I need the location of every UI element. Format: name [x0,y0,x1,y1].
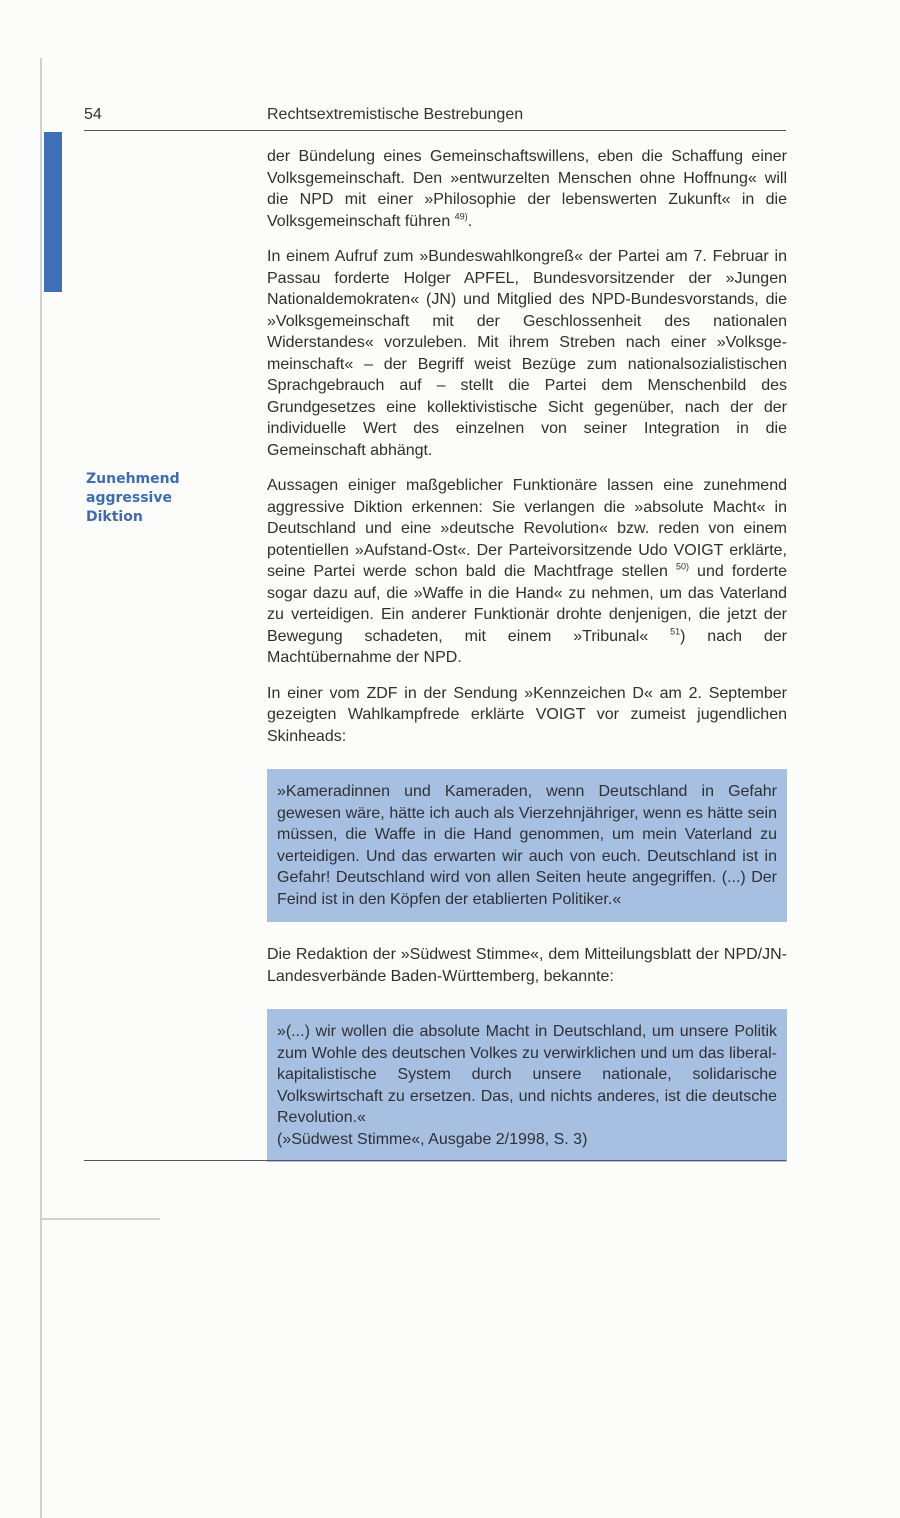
quote-box-2 [267,1009,787,1162]
footnote-ref: 51 [670,626,681,637]
quote-source: (»Südwest Stimme«, Ausgabe 2/1998, S. 3) [277,1130,588,1148]
paragraph-4: In einer vom ZDF in der Sendung »Kennzeichen D« am 2. September gezeigten Wahlkampfrede erklärte VOIGT vor zumeist jugendlichen Skinheads: [267,684,787,745]
paragraph-text: ) nach der Machtübernahme der NPD. [267,627,787,666]
paragraph-1 [267,146,787,232]
quote-box-1 [267,769,787,922]
page-number: 54 [84,106,102,123]
margin-note-line: aggressive [86,490,172,506]
paragraph-5: Die Redaktion der »Südwest Stimme«, dem Mitteilungsblatt der NPD/JN-Landesverbände Baden-Württemberg, bekannte: [267,946,787,985]
margin-note-line: Zunehmend [86,471,180,487]
footer-rule [84,1160,786,1161]
footnote-ref: 49) [454,211,468,222]
paragraph-end: . [467,212,473,230]
paragraph-3 [267,475,787,669]
footnote-ref: 50) [675,561,689,572]
chapter-marker-bar [44,132,62,292]
page-corner-line [40,1218,160,1220]
paragraph-text: und forderte sogar dazu auf, die »Waffe in die Hand« zu nehmen, um das Vaterland zu verteidigen. Ein anderer Funktionär drohte denjenigen, die jetzt der Bewegung schadeten, mit einem »Tribunal« [267,563,787,645]
main-text [267,146,787,1184]
page-edge-line [40,58,42,1518]
paragraph-2: In einem Aufruf zum »Bundeswahlkongreß« der Partei am 7. Februar in Passau forderte Holger APFEL, Bundesvorsitzender der »Jungen Nationaldemokraten« (JN) und Mitglied des NPD-Bundesvorstands, die »Volksgemeinschaft mit der Geschlossenheit des nationalen Widerstandes« vorzuleben. Mit ihrem Streben nach einer »Volksgemeinschaft« – der Begriff weist Bezüge zum nationalsozialistischen Sprachgebrauch auf – stellt die Partei dem Menschenbild des Grundgesetzes eine kollektivistische Sicht gegenüber, nach der der individuelle Wert des einzelnen von seiner Integration in die Gemeinschaft abhängt. [267,248,787,459]
running-title: Rechtsextremistische Bestrebungen [267,106,524,123]
margin-note-line: Diktion [86,509,143,525]
quote-text: »Kameradinnen und Kameraden, wenn Deutschland in Gefahr gewesen wäre, hätte ich auch als Vierzehnjähriger, wenn es hätte sein müssen, die Waffe in die Hand genommen, um mein Vaterland zu verteidigen. Und das erwarten wir auch von euch. Deutschland ist in Gefahr! Deutschland wird von allen Seiten heute angegriffen. (...) Der Feind ist in den Köpfen der etablierten Politiker.« [277,783,777,908]
paragraph-text: der Bündelung eines Gemeinschaftswillens, eben die Schaffung einer Volksgemeinschaft. Den »entwurzelten Menschen ohne Hoffnung« will die NPD mit einer »Philosophie der lebenswerten Zukunft« in die Volksgemeinschaft führen [267,148,787,230]
paragraph-text: Aussagen einiger maßgeblicher Funktionäre lassen eine zunehmend aggressive Diktion erkennen: Sie verlangen die »absolute Macht« in Deutschland und eine »deutsche Revolution« bzw. reden von einem potentiellen »Aufstand-Ost«. Der Parteivorsitzende Udo VOIGT erklärte, seine Partei werde schon bald die Machtfrage stellen [267,477,787,580]
margin-note [86,470,196,527]
page-header [84,104,786,131]
quote-text: »(...) wir wollen die absolute Macht in Deutschland, um unsere Politik zum Wohle des deutschen Volkes zu verwirklichen und um das liberal-kapitalistische System durch unsere nationale, solidarische Volkswirtschaft zu ersetzen. Das, und nichts anderes, ist die deutsche Revolution.« [277,1023,777,1126]
